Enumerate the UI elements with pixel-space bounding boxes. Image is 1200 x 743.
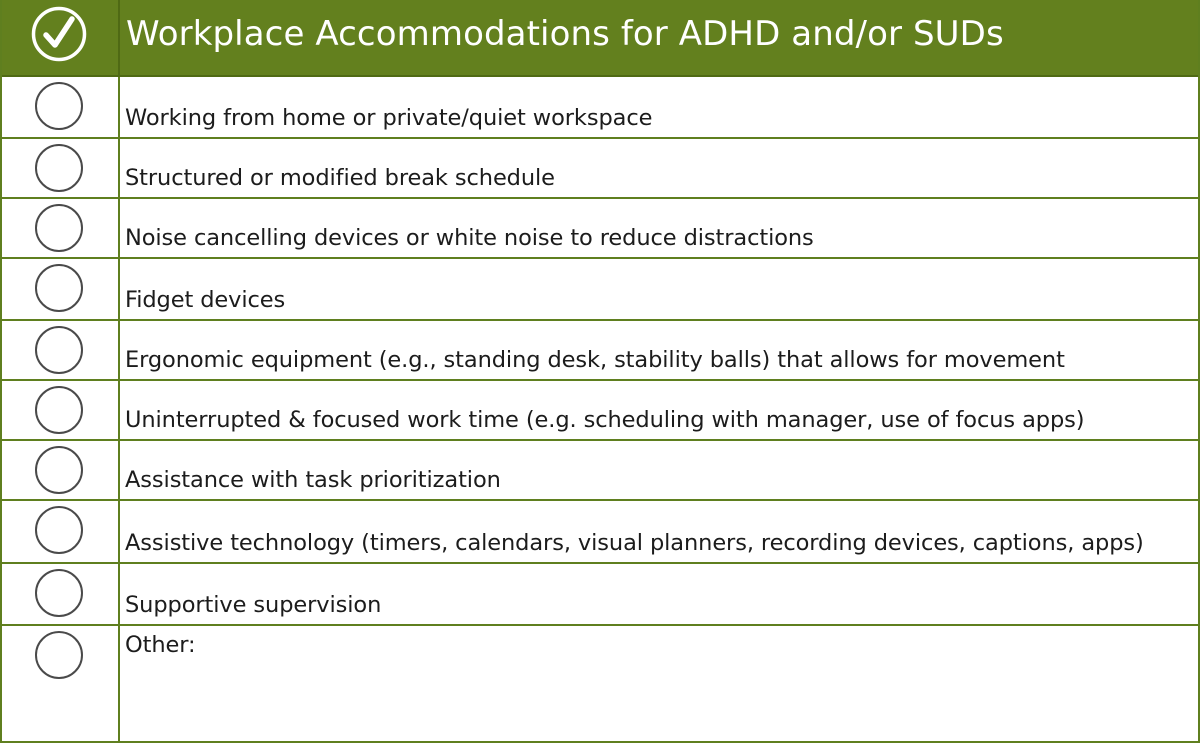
circle-checkbox[interactable] bbox=[35, 326, 83, 374]
check-circle-icon bbox=[30, 5, 88, 63]
circle-checkbox[interactable] bbox=[35, 144, 83, 192]
checklist-row bbox=[2, 321, 1198, 381]
checklist-row bbox=[2, 381, 1198, 441]
other-entry-cell[interactable] bbox=[120, 626, 1198, 741]
checklist-row bbox=[2, 441, 1198, 501]
checklist-item-label: Ergonomic equipment (e.g., standing desk, stability balls) that allows for movement bbox=[125, 347, 1065, 373]
circle-checkbox[interactable] bbox=[35, 204, 83, 252]
circle-checkbox[interactable] bbox=[35, 631, 83, 679]
checklist-item-label: Other: bbox=[125, 632, 196, 658]
checkbox-cell bbox=[2, 501, 120, 562]
checklist-item-label: Assistive technology (timers, calendars, visual planners, recording devices, captions, apps) bbox=[125, 530, 1144, 556]
circle-checkbox[interactable] bbox=[35, 569, 83, 617]
page-title: Workplace Accommodations for ADHD and/or SUDs bbox=[126, 14, 1004, 54]
label-cell bbox=[120, 139, 1198, 197]
checklist-item-label: Fidget devices bbox=[125, 287, 286, 313]
label-cell bbox=[120, 199, 1198, 257]
checklist-row-other bbox=[2, 626, 1198, 741]
checklist-row bbox=[2, 564, 1198, 626]
checklist-item-label: Working from home or private/quiet workspace bbox=[125, 105, 653, 131]
checklist-item-label: Uninterrupted & focused work time (e.g. scheduling with manager, use of focus apps) bbox=[125, 407, 1085, 433]
checklist-row bbox=[2, 199, 1198, 259]
circle-checkbox[interactable] bbox=[35, 446, 83, 494]
checklist-row bbox=[2, 501, 1198, 564]
checklist-row bbox=[2, 259, 1198, 321]
header-icon-cell bbox=[2, 0, 120, 75]
label-cell bbox=[120, 321, 1198, 379]
circle-checkbox[interactable] bbox=[35, 386, 83, 434]
checklist-row bbox=[2, 77, 1198, 139]
label-cell bbox=[120, 441, 1198, 499]
circle-checkbox[interactable] bbox=[35, 506, 83, 554]
checkbox-cell bbox=[2, 259, 120, 319]
checklist-item-label: Structured or modified break schedule bbox=[125, 165, 555, 191]
checklist-item-label: Supportive supervision bbox=[125, 592, 382, 618]
header-title-cell bbox=[120, 0, 1198, 75]
checklist-item-label: Assistance with task prioritization bbox=[125, 467, 501, 493]
label-cell bbox=[120, 381, 1198, 439]
label-cell bbox=[120, 564, 1198, 624]
checkbox-cell bbox=[2, 321, 120, 379]
checkbox-cell bbox=[2, 381, 120, 439]
label-cell bbox=[120, 501, 1198, 562]
checkbox-cell bbox=[2, 626, 120, 741]
checkbox-cell bbox=[2, 77, 120, 137]
checklist-item-label: Noise cancelling devices or white noise to reduce distractions bbox=[125, 225, 814, 251]
label-cell bbox=[120, 77, 1198, 137]
circle-checkbox[interactable] bbox=[35, 82, 83, 130]
checklist-header bbox=[2, 0, 1198, 77]
checklist-row bbox=[2, 139, 1198, 199]
circle-checkbox[interactable] bbox=[35, 264, 83, 312]
checkbox-cell bbox=[2, 139, 120, 197]
checkbox-cell bbox=[2, 441, 120, 499]
checkbox-cell bbox=[2, 564, 120, 624]
checkbox-cell bbox=[2, 199, 120, 257]
label-cell bbox=[120, 259, 1198, 319]
